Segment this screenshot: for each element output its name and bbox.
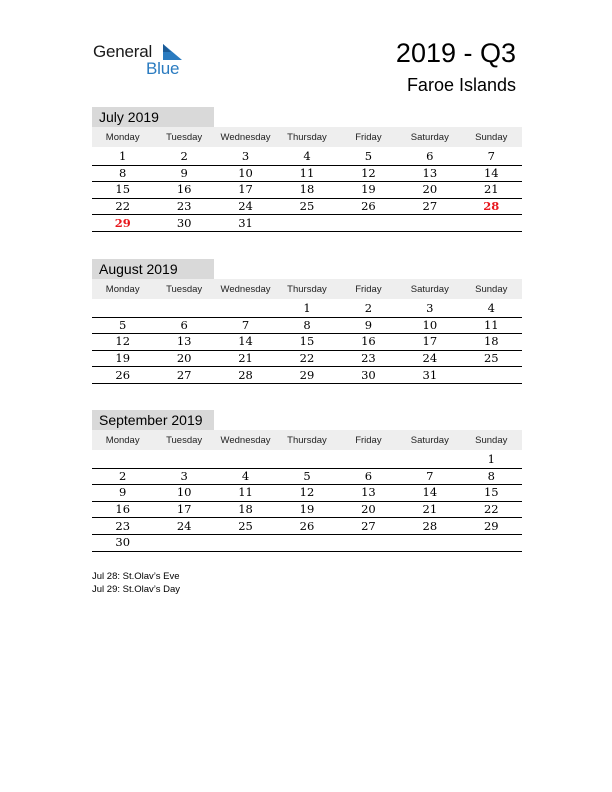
day-cell: 8 bbox=[92, 165, 153, 182]
weekday-header: Sunday bbox=[461, 279, 522, 299]
day-cell bbox=[399, 534, 460, 551]
month-title: August 2019 bbox=[92, 259, 214, 279]
weekday-header: Thursday bbox=[276, 279, 337, 299]
day-cell: 23 bbox=[338, 350, 399, 367]
day-cell: 1 bbox=[92, 147, 153, 165]
week-row bbox=[92, 501, 522, 518]
day-cell: 18 bbox=[276, 182, 337, 199]
day-cell: 14 bbox=[461, 165, 522, 182]
day-cell bbox=[153, 534, 214, 551]
day-cell bbox=[461, 215, 522, 232]
day-cell: 23 bbox=[92, 518, 153, 535]
day-cell: 16 bbox=[338, 334, 399, 351]
day-cell: 5 bbox=[92, 317, 153, 334]
day-cell: 3 bbox=[153, 468, 214, 485]
day-cell: 28 bbox=[399, 518, 460, 535]
day-cell: 7 bbox=[215, 317, 276, 334]
weekday-header: Wednesday bbox=[215, 279, 276, 299]
weekday-header: Monday bbox=[92, 127, 153, 147]
day-cell: 26 bbox=[338, 198, 399, 215]
day-cell: 7 bbox=[399, 468, 460, 485]
day-cell bbox=[338, 215, 399, 232]
day-cell: 15 bbox=[92, 182, 153, 199]
day-cell bbox=[276, 215, 337, 232]
day-cell: 24 bbox=[153, 518, 214, 535]
weekday-header: Tuesday bbox=[153, 430, 214, 450]
month-september bbox=[92, 410, 522, 552]
day-cell: 17 bbox=[399, 334, 460, 351]
day-cell bbox=[276, 534, 337, 551]
day-cell: 9 bbox=[92, 485, 153, 502]
day-cell: 18 bbox=[215, 501, 276, 518]
day-cell: 25 bbox=[461, 350, 522, 367]
week-row bbox=[92, 485, 522, 502]
day-cell: 30 bbox=[92, 534, 153, 551]
day-cell bbox=[153, 299, 214, 317]
month-july bbox=[92, 107, 522, 232]
day-cell: 29 bbox=[276, 367, 337, 384]
month-august bbox=[92, 259, 522, 384]
day-cell: 24 bbox=[399, 350, 460, 367]
weekday-header: Monday bbox=[92, 279, 153, 299]
day-cell: 19 bbox=[276, 501, 337, 518]
week-row bbox=[92, 518, 522, 535]
weekday-header: Sunday bbox=[461, 127, 522, 147]
day-cell: 4 bbox=[461, 299, 522, 317]
day-cell: 29 bbox=[461, 518, 522, 535]
day-cell: 28 bbox=[461, 198, 522, 215]
day-cell: 3 bbox=[215, 147, 276, 165]
day-cell: 27 bbox=[338, 518, 399, 535]
day-cell: 13 bbox=[338, 485, 399, 502]
day-cell: 25 bbox=[276, 198, 337, 215]
day-cell: 24 bbox=[215, 198, 276, 215]
day-cell: 19 bbox=[92, 350, 153, 367]
day-cell: 6 bbox=[153, 317, 214, 334]
holiday-note: Jul 28: St.Olav’s Eve bbox=[92, 571, 180, 582]
day-cell: 20 bbox=[153, 350, 214, 367]
month-title: September 2019 bbox=[92, 410, 214, 430]
day-cell: 1 bbox=[276, 299, 337, 317]
day-cell bbox=[92, 450, 153, 468]
weekday-header: Wednesday bbox=[215, 127, 276, 147]
day-cell: 12 bbox=[276, 485, 337, 502]
day-cell: 30 bbox=[153, 215, 214, 232]
weekday-header: Saturday bbox=[399, 430, 460, 450]
weekday-header: Friday bbox=[338, 279, 399, 299]
weekday-header: Thursday bbox=[276, 127, 337, 147]
day-cell: 10 bbox=[215, 165, 276, 182]
logo bbox=[93, 42, 203, 82]
day-cell: 13 bbox=[153, 334, 214, 351]
day-cell: 6 bbox=[338, 468, 399, 485]
calendar-grid bbox=[92, 279, 522, 384]
weekday-header: Thursday bbox=[276, 430, 337, 450]
day-cell: 22 bbox=[461, 501, 522, 518]
day-cell: 8 bbox=[461, 468, 522, 485]
day-cell bbox=[399, 450, 460, 468]
day-cell bbox=[338, 534, 399, 551]
holiday-note: Jul 29: St.Olav’s Day bbox=[92, 584, 181, 595]
day-cell: 17 bbox=[153, 501, 214, 518]
day-cell: 19 bbox=[338, 182, 399, 199]
calendar-grid bbox=[92, 430, 522, 552]
day-cell: 14 bbox=[215, 334, 276, 351]
day-cell: 7 bbox=[461, 147, 522, 165]
weekday-header: Sunday bbox=[461, 430, 522, 450]
day-cell bbox=[338, 450, 399, 468]
day-cell: 21 bbox=[461, 182, 522, 199]
day-cell: 16 bbox=[153, 182, 214, 199]
day-cell: 20 bbox=[399, 182, 460, 199]
day-cell: 23 bbox=[153, 198, 214, 215]
holiday-notes bbox=[92, 570, 180, 596]
day-cell bbox=[276, 450, 337, 468]
day-cell: 9 bbox=[153, 165, 214, 182]
day-cell: 14 bbox=[399, 485, 460, 502]
day-cell: 27 bbox=[153, 367, 214, 384]
week-row bbox=[92, 450, 522, 468]
logo-blue-text: Blue bbox=[146, 59, 180, 78]
day-cell: 15 bbox=[461, 485, 522, 502]
day-cell: 11 bbox=[215, 485, 276, 502]
week-row bbox=[92, 198, 522, 215]
day-cell: 1 bbox=[461, 450, 522, 468]
week-row bbox=[92, 147, 522, 165]
day-cell: 6 bbox=[399, 147, 460, 165]
day-cell: 3 bbox=[399, 299, 460, 317]
day-cell: 11 bbox=[461, 317, 522, 334]
country-name: Faroe Islands bbox=[406, 75, 516, 95]
day-cell: 27 bbox=[399, 198, 460, 215]
day-cell: 26 bbox=[276, 518, 337, 535]
page-title: 2019 - Q3 bbox=[395, 38, 516, 68]
day-cell: 2 bbox=[92, 468, 153, 485]
weekday-header: Tuesday bbox=[153, 279, 214, 299]
logo-general-text: General bbox=[93, 42, 153, 61]
week-row bbox=[92, 165, 522, 182]
day-cell: 4 bbox=[276, 147, 337, 165]
day-cell: 22 bbox=[276, 350, 337, 367]
week-row bbox=[92, 182, 522, 199]
week-row bbox=[92, 299, 522, 317]
day-cell bbox=[215, 450, 276, 468]
week-row bbox=[92, 215, 522, 232]
day-cell: 12 bbox=[338, 165, 399, 182]
day-cell: 9 bbox=[338, 317, 399, 334]
week-row bbox=[92, 334, 522, 351]
weekday-header: Tuesday bbox=[153, 127, 214, 147]
month-title: July 2019 bbox=[92, 107, 214, 127]
calendar-grid bbox=[92, 127, 522, 232]
weekday-header: Friday bbox=[338, 127, 399, 147]
day-cell: 8 bbox=[276, 317, 337, 334]
day-cell: 28 bbox=[215, 367, 276, 384]
day-cell: 10 bbox=[399, 317, 460, 334]
day-cell: 31 bbox=[399, 367, 460, 384]
day-cell bbox=[461, 534, 522, 551]
day-cell: 4 bbox=[215, 468, 276, 485]
day-cell: 10 bbox=[153, 485, 214, 502]
day-cell bbox=[92, 299, 153, 317]
day-cell: 12 bbox=[92, 334, 153, 351]
day-cell: 5 bbox=[338, 147, 399, 165]
day-cell: 17 bbox=[215, 182, 276, 199]
day-cell: 18 bbox=[461, 334, 522, 351]
day-cell bbox=[399, 215, 460, 232]
day-cell: 2 bbox=[153, 147, 214, 165]
weekday-header: Wednesday bbox=[215, 430, 276, 450]
day-cell: 11 bbox=[276, 165, 337, 182]
week-row bbox=[92, 534, 522, 551]
day-cell: 15 bbox=[276, 334, 337, 351]
week-row bbox=[92, 468, 522, 485]
day-cell: 20 bbox=[338, 501, 399, 518]
week-row bbox=[92, 350, 522, 367]
day-cell bbox=[215, 299, 276, 317]
weekday-header: Saturday bbox=[399, 127, 460, 147]
day-cell: 2 bbox=[338, 299, 399, 317]
week-row bbox=[92, 317, 522, 334]
day-cell: 29 bbox=[92, 215, 153, 232]
triangle-flag-icon bbox=[162, 44, 182, 60]
weekday-header: Friday bbox=[338, 430, 399, 450]
day-cell bbox=[153, 450, 214, 468]
weekday-header: Monday bbox=[92, 430, 153, 450]
day-cell bbox=[461, 367, 522, 384]
day-cell: 21 bbox=[399, 501, 460, 518]
day-cell: 13 bbox=[399, 165, 460, 182]
day-cell: 21 bbox=[215, 350, 276, 367]
day-cell: 5 bbox=[276, 468, 337, 485]
day-cell bbox=[215, 534, 276, 551]
day-cell: 31 bbox=[215, 215, 276, 232]
weekday-header: Saturday bbox=[399, 279, 460, 299]
week-row bbox=[92, 367, 522, 384]
day-cell: 22 bbox=[92, 198, 153, 215]
day-cell: 26 bbox=[92, 367, 153, 384]
day-cell: 30 bbox=[338, 367, 399, 384]
day-cell: 25 bbox=[215, 518, 276, 535]
day-cell: 16 bbox=[92, 501, 153, 518]
